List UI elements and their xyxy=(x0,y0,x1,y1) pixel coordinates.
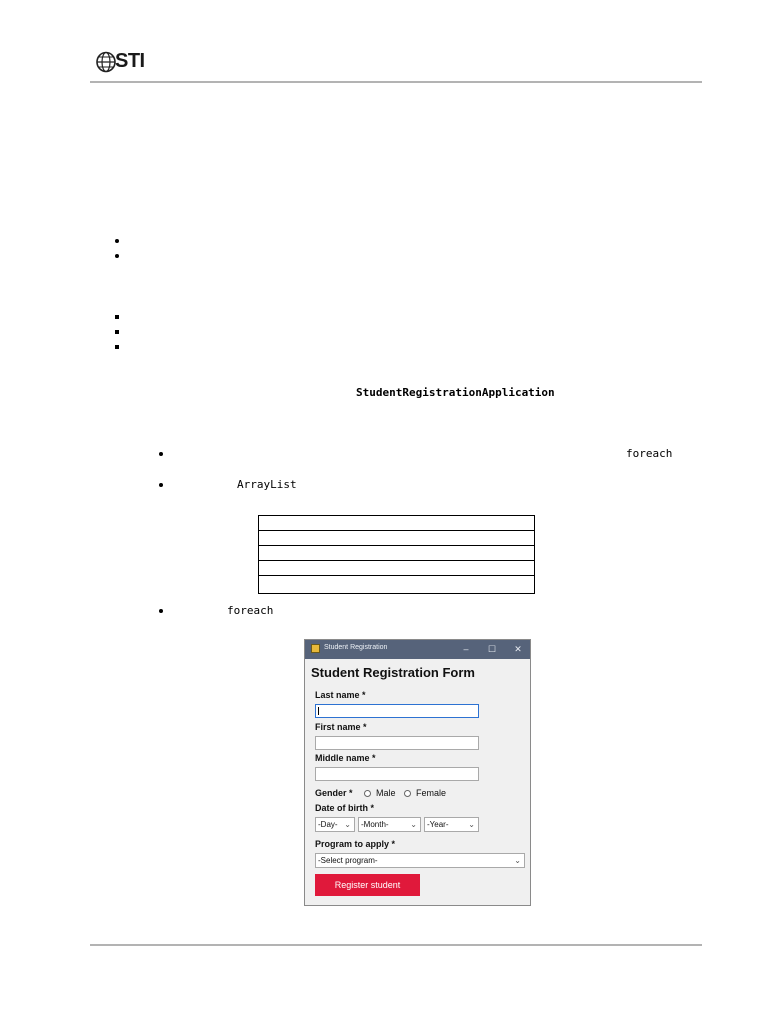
sub-bullet-marker xyxy=(115,330,119,334)
table-row xyxy=(259,546,534,561)
first-name-input[interactable] xyxy=(315,736,479,750)
middle-name-input[interactable] xyxy=(315,767,479,781)
logo-text: STI xyxy=(115,50,145,72)
last-name-input[interactable] xyxy=(315,704,479,718)
program-select[interactable] xyxy=(315,853,525,868)
gender-female-label: Female xyxy=(416,788,447,798)
first-name-label: First name * xyxy=(315,722,367,732)
gender-label: Gender * xyxy=(315,788,353,798)
bullet-marker xyxy=(115,239,119,243)
minimize-icon[interactable]: – xyxy=(463,644,469,654)
middle-name-label: Middle name * xyxy=(315,753,376,763)
table-row xyxy=(259,516,534,531)
last-name-label: Last name * xyxy=(315,690,366,700)
student-registration-window xyxy=(304,639,531,906)
task-bullet-marker xyxy=(159,452,163,456)
blank-table xyxy=(258,515,535,594)
maximize-icon[interactable]: ☐ xyxy=(487,644,497,654)
bullet-marker xyxy=(115,254,119,258)
arraylist-code: ArrayList xyxy=(237,478,297,491)
sub-bullet-marker xyxy=(115,345,119,349)
chevron-down-icon: ⌄ xyxy=(410,820,417,829)
table-row xyxy=(259,561,534,576)
year-select-value: -Year- xyxy=(427,820,449,829)
program-select-value: -Select program- xyxy=(318,856,378,865)
window-title: Student Registration xyxy=(324,644,388,651)
task-bullet-marker xyxy=(159,609,163,613)
footer-rule xyxy=(90,944,702,946)
chevron-down-icon: ⌄ xyxy=(514,856,521,865)
text-caret xyxy=(318,707,319,715)
register-student-button[interactable]: Register student xyxy=(315,874,420,896)
day-select[interactable] xyxy=(315,817,355,832)
month-select[interactable] xyxy=(358,817,421,832)
year-select[interactable] xyxy=(424,817,479,832)
app-icon xyxy=(311,644,320,653)
gender-male-radio[interactable] xyxy=(364,790,371,797)
table-row xyxy=(259,576,534,591)
header-rule xyxy=(90,81,702,83)
program-label: Program to apply * xyxy=(315,839,396,849)
close-icon[interactable]: ✕ xyxy=(514,644,522,654)
globe-icon xyxy=(96,51,116,73)
month-select-value: -Month- xyxy=(361,820,389,829)
dob-label: Date of birth * xyxy=(315,803,375,813)
app-name-code: StudentRegistrationApplication xyxy=(356,386,555,399)
gender-female-radio[interactable] xyxy=(404,790,411,797)
gender-male-label: Male xyxy=(376,788,396,798)
sti-logo xyxy=(96,49,156,75)
day-select-value: -Day- xyxy=(318,820,338,829)
window-titlebar xyxy=(305,640,530,659)
chevron-down-icon: ⌄ xyxy=(468,820,475,829)
sub-bullet-marker xyxy=(115,315,119,319)
foreach-code-1: foreach xyxy=(626,447,673,460)
table-row xyxy=(259,531,534,546)
task-bullet-marker xyxy=(159,483,163,487)
form-title: Student Registration Form xyxy=(311,665,475,680)
foreach-code-2: foreach xyxy=(227,604,274,617)
chevron-down-icon: ⌄ xyxy=(344,820,351,829)
